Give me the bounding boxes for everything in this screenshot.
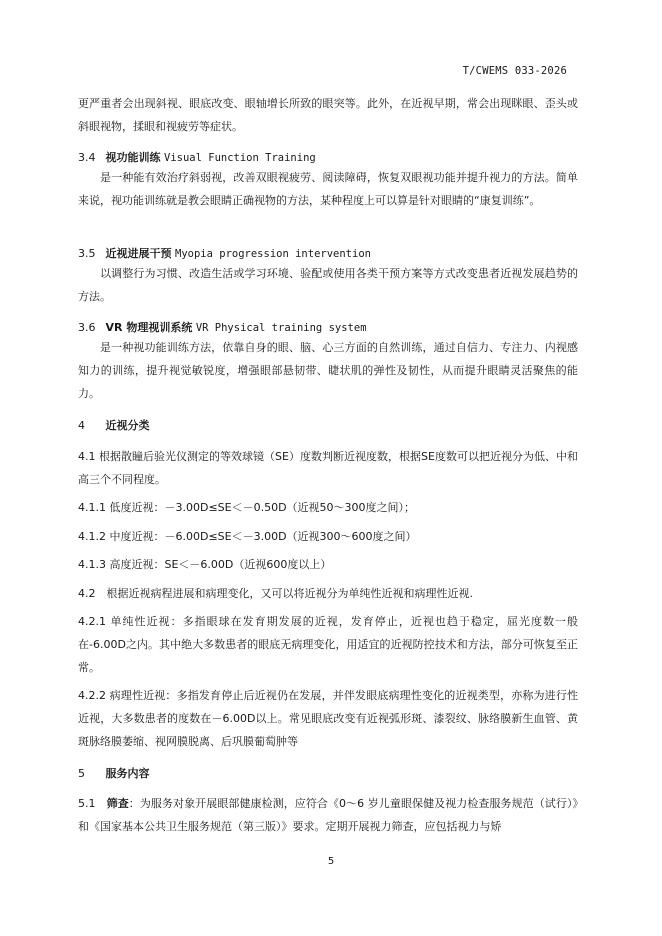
section-number: 3.5 xyxy=(78,247,96,260)
section-title-en: VR Physical training system xyxy=(195,322,367,334)
section-3-5-heading xyxy=(78,246,371,262)
section-3-4-body: 是一种能有效治疗斜弱视，改善双眼视疲劳、阅读障碍，恢复双眼视功能并提升视力的方法。简单来说，视功能训练就是教会眼睛正确视物的方法，某种程度上可以算是针对眼睛的“康复训练”。 xyxy=(78,171,578,207)
clause-4-2-1: 4.2.1 单纯性近视：多指眼球在发育期发展的近视，发育停止，近视也趋于稳定，屈光度数一般在-6.00D之内。其中绝大多数患者的眼底无病理变化，用适宜的近视防控技术和方法，部分可恢复至正常。 xyxy=(78,615,578,674)
intro-paragraph: 更严重者会出现斜视、眼底改变、眼轴增长所致的眼突等。此外，在近视早期，常会出现眯眼、歪头或斜眼视物，揉眼和视疲劳等症状。 xyxy=(78,97,578,133)
section-3-4-heading xyxy=(78,150,316,166)
clause-4-1-3: 4.1.3 高度近视：SE＜－6.00D（近视600度以上） xyxy=(78,558,332,571)
section-4-heading xyxy=(78,418,150,434)
section-number: 3.4 xyxy=(78,151,96,164)
clause-4-1-2: 4.1.2 中度近视：－6.00D≤SE＜－3.00D（近视300～600度之间） xyxy=(78,530,417,543)
section-3-6-heading xyxy=(78,320,367,336)
section-3-6-body: 是一种视功能训练方法，依靠自身的眼、脑、心三方面的自然训练，通过自信力、专注力、内视感知力的训练，提升视觉敏锐度，增强眼部悬韧带、睫状肌的弹性及韧性，从而提升眼睛灵活聚焦的能力。 xyxy=(78,341,578,400)
page-number: 5 xyxy=(327,856,335,867)
section-title-zh: 近视分类 xyxy=(105,419,150,432)
clause-5-1 xyxy=(78,792,578,838)
section-title-zh: 近视进展干预 xyxy=(105,247,172,260)
section-3-5-body: 以调整行为习惯、改造生活或学习环境、验配或使用各类干预方案等方式改变患者近视发展趋势的方法。 xyxy=(78,267,578,303)
clause-4-1-1: 4.1.1 低度近视：－3.00D≤SE＜－0.50D（近视50～300度之间）； xyxy=(78,501,416,514)
section-number: 3.6 xyxy=(78,321,96,334)
section-title-en: Myopia progression intervention xyxy=(175,248,371,260)
section-5-heading xyxy=(78,766,150,782)
section-title-zh: 服务内容 xyxy=(105,767,150,780)
section-number: 4 xyxy=(78,419,85,432)
section-number: 5 xyxy=(78,767,85,780)
clause-4-2: 4.2 根据近视病程进展和病理变化，又可以将近视分为单纯性近视和病理性近视. xyxy=(78,587,473,600)
section-title-en: Visual Function Training xyxy=(164,152,316,164)
clause-number: 5.1 xyxy=(78,797,96,810)
clause-4-1: 4.1 根据散瞳后验光仪测定的等效球镜（SE）度数判断近视度数，根据SE度数可以把近视分为低、中和高三个不同程度。 xyxy=(78,450,578,486)
document-code: T/CWEMS 033-2026 xyxy=(462,65,567,77)
section-title-zh: 视功能训练 xyxy=(105,151,161,164)
clause-body: ：为服务对象开展眼部健康检测，应符合《0～6 岁儿童眼保健及视力检查服务规范（试行）》和《国家基本公共卫生服务规范（第三版）》要求。定期开展视力筛查，应包括视力与矫 xyxy=(78,797,579,833)
section-title-zh: VR 物理视训系统 xyxy=(105,321,193,334)
clause-label: 筛查 xyxy=(106,797,129,810)
clause-4-2-2: 4.2.2 病理性近视：多指发育停止后近视仍在发展，并伴发眼底病理性变化的近视类型，亦称为进行性近视，大多数患者的度数在－6.00D以上。常见眼底改变有近视弧形斑、漆裂纹、脉络膜新生血管、黄斑脉络膜萎缩、视网膜脱离、后巩膜葡萄肿等 xyxy=(78,689,578,748)
